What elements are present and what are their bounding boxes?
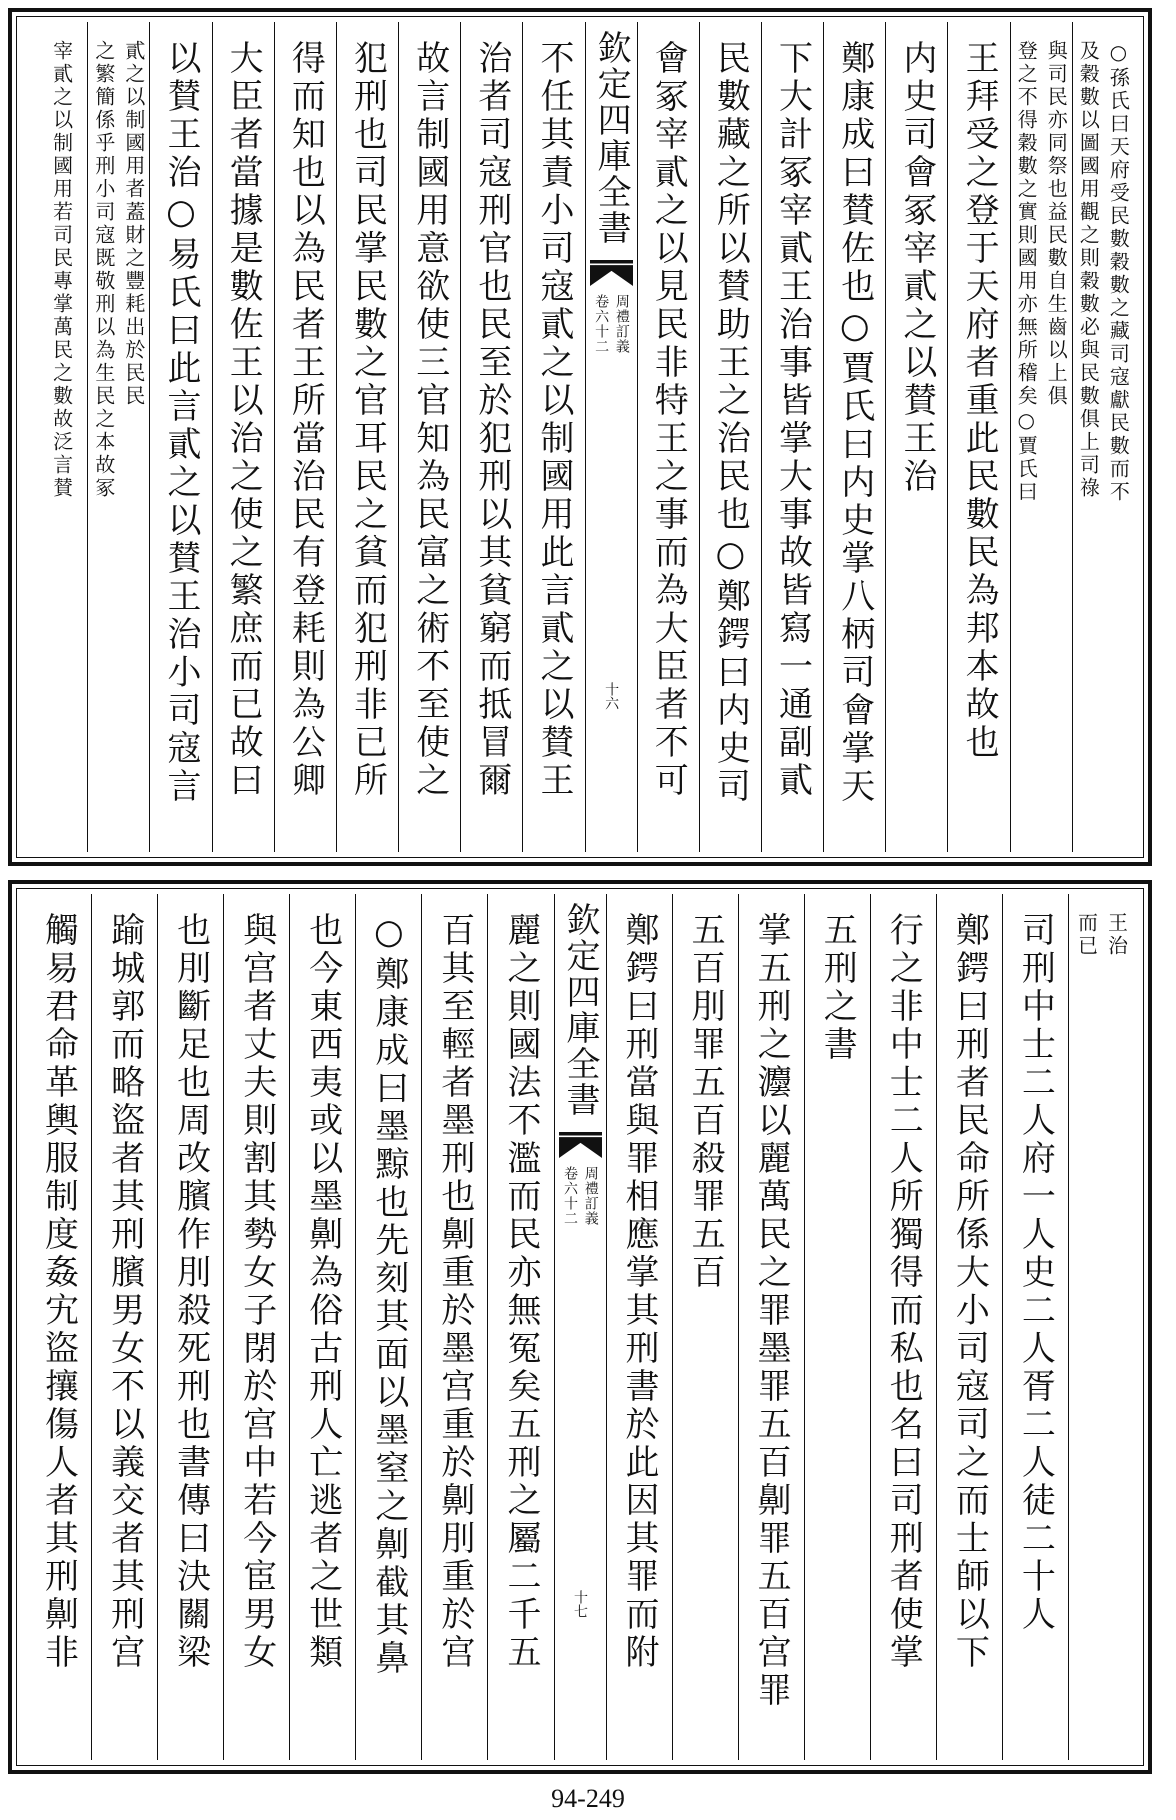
upper-page	[8, 8, 1152, 866]
column-text: 以賛王治○易氏曰此言貳之以賛王治小司寇言	[161, 40, 201, 806]
annotation-line: 王治	[1104, 912, 1129, 958]
text-column	[761, 22, 823, 852]
annotation-pair	[1073, 22, 1134, 852]
column-text: 下大計冢宰貳王治事皆掌大事故皆寫一通副貳	[772, 40, 813, 800]
text-column	[672, 894, 738, 1760]
text-column	[522, 22, 584, 852]
column-text: 故言制國用意欲使三官知為民富之術不至使之	[409, 40, 450, 800]
text-column	[398, 22, 460, 852]
folio-number: 十七	[572, 1590, 588, 1618]
column-text: 司刑中士二人府一人史二人胥二人徒二十人	[1015, 912, 1056, 1634]
text-column	[91, 894, 157, 1760]
text-column	[289, 894, 355, 1760]
fishtail-mark-icon	[559, 1132, 602, 1158]
text-column	[606, 894, 672, 1760]
column-text: 行之非中士二人所獨得而私也名曰司刑者使掌	[883, 912, 924, 1672]
column-text: 王拜受之登于天府者重此民數民為邦本故也	[959, 40, 1000, 762]
text-column	[936, 894, 1002, 1760]
column-text: 觸易君命革輿服制度姦宄盜攘傷人者其刑劓非	[38, 912, 79, 1672]
folio-number: 十六	[603, 682, 620, 710]
text-column	[870, 894, 936, 1760]
upper-page-columns	[26, 22, 1134, 852]
book-volume	[593, 294, 628, 354]
column-text: 也刖斷足也周改臏作刖殺死刑也書傳曰決關梁	[170, 912, 211, 1672]
column-text: 大臣者當據是數佐王以治之使之繁庶而已故曰	[223, 40, 264, 800]
text-column	[885, 22, 947, 852]
column-text: 百其至輕者墨刑也劓重於墨宫重於劓刖重於宫	[434, 912, 475, 1672]
column-text: 踰城郭而略盜者其刑臏男女不以義交者其刑宫	[104, 912, 145, 1672]
text-column	[487, 894, 553, 1760]
text-column	[87, 22, 149, 852]
text-column	[212, 22, 274, 852]
column-text: 會冢宰貳之以見民非特王之事而為大臣者不可	[648, 40, 689, 800]
text-column	[26, 894, 91, 1760]
text-column	[738, 894, 804, 1760]
annotation-pair	[88, 22, 149, 852]
column-text: 得而知也以為民者王所當治民有登耗則為公卿	[285, 40, 326, 800]
fishtail-mark-icon	[590, 260, 633, 286]
volume-label: 周禮訂義	[582, 1166, 599, 1226]
book-title: 欽定四庫全書	[591, 30, 632, 246]
column-text: 鄭鍔曰刑者民命所係大小司寇司之而士師以下	[949, 912, 990, 1672]
lower-page-columns	[26, 894, 1134, 1760]
text-column	[355, 894, 421, 1760]
annotation-line: 登之不得穀數之實則國用亦無所稽矣○賈氏曰	[1014, 40, 1039, 504]
text-column	[1072, 22, 1134, 852]
text-column	[699, 22, 761, 852]
annotation-pair	[1011, 22, 1072, 852]
column-text: 五百刖罪五百殺罪五百	[685, 912, 726, 1292]
lower-page	[8, 880, 1152, 1774]
column-text: 五刑之書	[817, 912, 858, 1064]
text-column	[157, 894, 223, 1760]
text-column	[149, 22, 211, 852]
text-column	[1010, 22, 1072, 852]
text-column	[26, 22, 87, 852]
text-column	[1068, 894, 1134, 1760]
column-text: 治者司寇刑官也民至於犯刑以其貧窮而抵冒爾	[471, 40, 512, 800]
column-text: 鄭康成曰賛佐也○賈氏曰内史掌八柄司會掌天	[834, 40, 875, 806]
column-text: 麗之則國法不濫而民亦無冤矣五刑之屬二千五	[500, 912, 541, 1672]
center-fold-column	[585, 22, 637, 852]
column-text: 内史司會冢宰貳之以賛王治	[896, 40, 937, 496]
annotation-line: 宰貳之以制國用若司民專掌萬民之數故泛言賛	[49, 40, 74, 500]
annotation-pair	[1069, 894, 1134, 1760]
text-column	[223, 894, 289, 1760]
text-column	[460, 22, 522, 852]
column-text: ○鄭康成曰墨黥也先刻其面以墨窒之劓截其鼻	[368, 912, 409, 1678]
annotation-line: 與司民亦同祭也益民數自生齒以上俱	[1044, 40, 1069, 408]
text-column	[947, 22, 1009, 852]
annotation-pair	[26, 22, 87, 852]
text-column	[804, 894, 870, 1760]
column-text: 也今東西夷或以墨劓為俗古刑人亡逃者之世類	[302, 912, 343, 1672]
annotation-line: 及穀數以圖國用觀之則穀數必與民數俱上司祿	[1076, 40, 1101, 500]
text-column	[336, 22, 398, 852]
book-title: 欽定四庫全書	[560, 902, 600, 1118]
annotation-line: 貳之以制國用者蓋財之豐耗出於民民	[121, 40, 146, 408]
text-column	[823, 22, 885, 852]
text-column	[274, 22, 336, 852]
column-text: 民數藏之所以賛助王之治民也○鄭鍔曰内史司	[710, 40, 751, 806]
column-text: 不任其責小司寇貳之以制國用此言貳之以賛王	[534, 40, 575, 800]
volume-label: 卷六十二	[562, 1166, 578, 1226]
page-number: 94-249	[551, 1784, 625, 1813]
volume-label: 周禮訂義	[613, 294, 630, 354]
center-fold-column	[554, 894, 606, 1760]
column-text: 掌五刑之灋以麗萬民之罪墨罪五百劓罪五百宫罪	[751, 912, 792, 1710]
column-text: 與宫者丈夫則割其勢女子閉於宫中若今宦男女	[236, 912, 277, 1672]
book-volume	[562, 1166, 597, 1226]
annotation-line: 之繁簡係乎刑小司寇既敬刑以為生民之本故冢	[91, 40, 116, 500]
column-text: 犯刑也司民掌民數之官耳民之貧而犯刑非已所	[347, 40, 388, 800]
volume-label: 卷六十二	[593, 294, 610, 354]
annotation-line: 而已	[1074, 912, 1099, 958]
column-text: 鄭鍔曰刑當與罪相應掌其刑書於此因其罪而附	[619, 912, 660, 1672]
text-column	[1002, 894, 1068, 1760]
text-column	[421, 894, 487, 1760]
annotation-line: ○孫氏曰天府受民數穀數之藏司寇獻民數而不	[1106, 40, 1131, 504]
text-column	[637, 22, 699, 852]
